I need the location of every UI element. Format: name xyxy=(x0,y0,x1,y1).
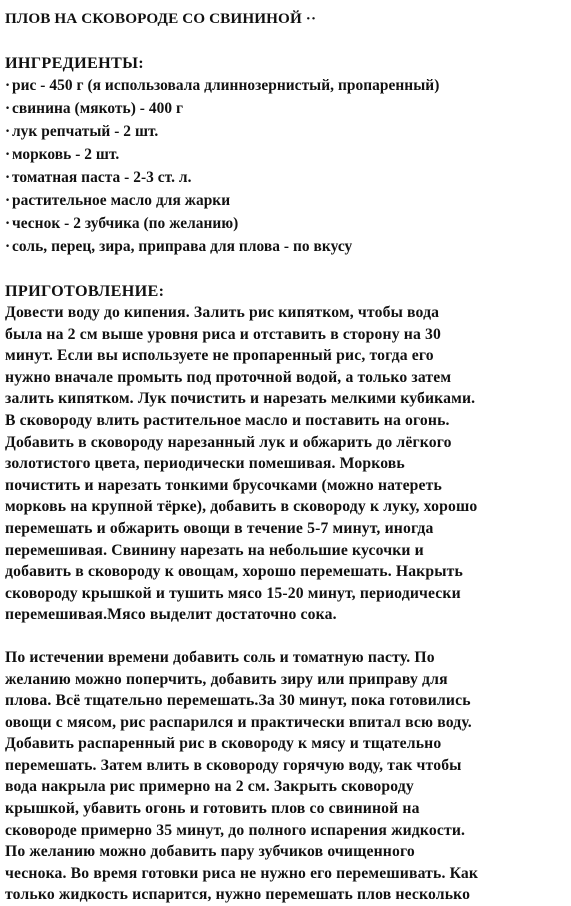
paragraph-spacer xyxy=(5,626,567,647)
ingredients-heading: ИНГРЕДИЕНТЫ: xyxy=(5,54,144,72)
text-line: чеснока. Во время готовки риса не нужно его перемешивать. Как xyxy=(5,864,479,882)
preparation-paragraph-1 xyxy=(5,302,567,626)
ingredients-list xyxy=(5,74,567,258)
text-line: перемешивая.Мясо выделит достаточно сока. xyxy=(5,606,337,624)
text-line: залить кипятком. Лук почистить и нарезать мелкими кубиками. xyxy=(5,390,476,408)
text-line: нужно вначале промыть под проточной водой, а только затем xyxy=(5,368,452,386)
bullet-icon: · xyxy=(5,169,11,186)
text-line: перемешать. Затем влить в сковороду горячую воду, так чтобы xyxy=(5,756,462,774)
ingredient-item xyxy=(5,212,567,235)
bullet-icon: · xyxy=(5,146,11,163)
text-line: овощи с мясом, рис распарился и практически впитал всю воду. xyxy=(5,713,472,731)
bullet-icon: · xyxy=(5,192,11,209)
text-line: золотистого цвета, периодически помешивая. Морковь xyxy=(5,455,405,473)
text-line: По желанию можно добавить пару зубчиков очищенного xyxy=(5,843,415,861)
ingredient-text: лук репчатый - 2 шт. xyxy=(12,123,159,140)
ingredient-text: томатная паста - 2-3 ст. л. xyxy=(12,169,192,186)
ingredient-text: морковь - 2 шт. xyxy=(12,146,120,163)
preparation-heading: ПРИГОТОВЛЕНИЕ: xyxy=(5,282,165,300)
ingredient-item xyxy=(5,235,567,258)
text-line: сковороде примерно 35 минут, до полного испарения жидкости. xyxy=(5,821,466,839)
text-line: почистить и нарезать тонкими брусочками (можно натереть xyxy=(5,476,442,494)
ingredient-item xyxy=(5,120,567,143)
ingredient-item xyxy=(5,97,567,120)
text-line: минут. Если вы используете не пропаренный рис, тогда его xyxy=(5,347,434,365)
ingredient-item xyxy=(5,143,567,166)
text-line: вода накрыла рис примерно на 2 см. Закрыть сковороду xyxy=(5,778,414,796)
text-line: была на 2 см выше уровня риса и отставить в сторону на 30 xyxy=(5,325,442,343)
bullet-icon: · xyxy=(5,215,11,232)
text-line: крышкой, убавить огонь и готовить плов со свининой на xyxy=(5,800,420,818)
text-line: добавить в сковороду к овощам, хорошо перемешать. Накрыть xyxy=(5,563,463,581)
recipe-title: ПЛОВ НА СКОВОРОДЕ СО СВИНИНОЙ ·· xyxy=(5,10,317,27)
bullet-icon: · xyxy=(5,123,11,140)
ingredient-item xyxy=(5,74,567,97)
text-line: Добавить распаренный рис в сковороду к мясу и тщательно xyxy=(5,735,442,753)
text-line: сковороду крышкой и тушить мясо 15-20 минут, периодически xyxy=(5,584,461,602)
text-line: желанию можно поперчить, добавить зиру или приправу для xyxy=(5,670,448,688)
bullet-icon: · xyxy=(5,100,11,117)
text-line: перемешивая. Свинину нарезать на небольшие кусочки и xyxy=(5,541,424,559)
bullet-icon: · xyxy=(5,238,11,255)
ingredient-item xyxy=(5,166,567,189)
ingredient-text: чеснок - 2 зубчика (по желанию) xyxy=(12,215,239,232)
recipe-page xyxy=(5,0,567,906)
text-line: перемешать и обжарить овощи в течение 5-7 минут, иногда xyxy=(5,519,434,537)
text-line: Довести воду до кипения. Залить рис кипятком, чтобы вода xyxy=(5,304,440,321)
ingredient-text: свинина (мякоть) - 400 г xyxy=(12,100,184,117)
text-line: Добавить в сковороду нарезанный лук и обжарить до лёгкого xyxy=(5,433,452,451)
text-line: только жидкость испарится, нужно перемешать плов несколько xyxy=(5,886,471,904)
text-line: В сковороду влить растительное масло и поставить на огонь. xyxy=(5,411,450,429)
ingredient-text: растительное масло для жарки xyxy=(12,192,231,209)
bullet-icon: · xyxy=(5,77,11,94)
preparation-paragraph-2 xyxy=(5,647,567,906)
ingredient-text: соль, перец, зира, приправа для плова - по вкусу xyxy=(12,238,353,255)
text-line: По истечении времени добавить соль и томатную пасту. По xyxy=(5,648,435,666)
ingredient-text: рис - 450 г (я использовала длиннозернистый, пропаренный) xyxy=(12,77,440,94)
text-line: морковь на крупной тёрке), добавить в сковороду к луку, хорошо xyxy=(5,498,478,516)
text-line: плова. Всё тщательно перемешать.За 30 минут, пока готовились xyxy=(5,692,471,710)
ingredient-item xyxy=(5,189,567,212)
